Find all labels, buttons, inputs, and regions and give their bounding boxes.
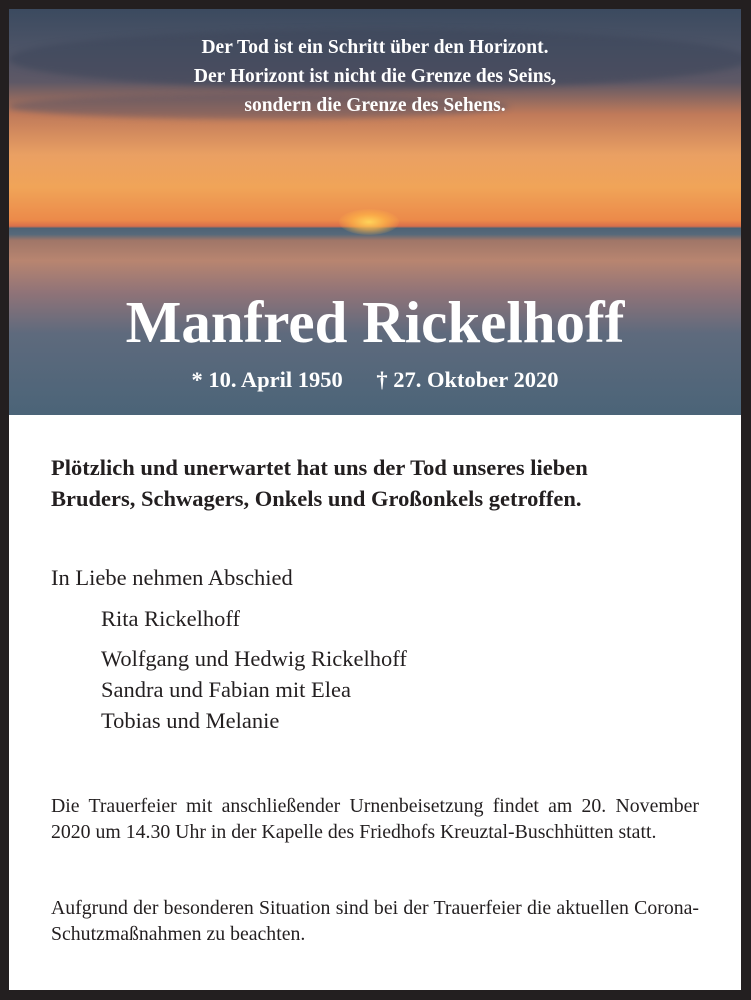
quote-line: Der Horizont ist nicht die Grenze des Seins, [193,66,557,87]
mourner: Rita Rickelhoff [101,606,240,631]
corona-notice: Aufgrund der besonderen Situation sind bei der Trauerfeier die aktuellen Corona-Schutzmaßnahmen zu beachten. [51,897,699,945]
life-dates [9,367,741,393]
mourner: Tobias und Melanie [101,708,280,733]
death-date: † 27. Oktober 2020 [376,367,559,392]
sunset-sea-photo [9,9,741,415]
intro-text [51,452,711,514]
deceased-name: Manfred Rickelhoff [125,289,625,355]
sun [339,209,399,235]
mourner: Sandra und Fabian mit Elea [101,677,351,702]
mourners-list [101,603,407,736]
funeral-info: Die Trauerfeier mit anschließender Urnenbeisetzung findet am 20. November 2020 um 14.30 Uhr in der Kapelle des Friedhofs Kreuztal-Buschhütten statt. [51,795,699,843]
farewell-text: In Liebe nehmen Abschied [51,565,293,590]
birth-date: * 10. April 1950 [191,367,343,392]
mourner: Wolfgang und Hedwig Rickelhoff [101,646,407,671]
intro-line: Bruders, Schwagers, Onkels und Großonkels getroffen. [51,486,582,511]
quote-line: Der Tod ist ein Schritt über den Horizont. [201,37,549,58]
intro-line: Plötzlich und unerwartet hat uns der Tod unseres lieben [51,455,588,480]
obituary-card [9,9,741,990]
quote [9,33,741,120]
quote-line: sondern die Grenze des Sehens. [244,95,506,116]
